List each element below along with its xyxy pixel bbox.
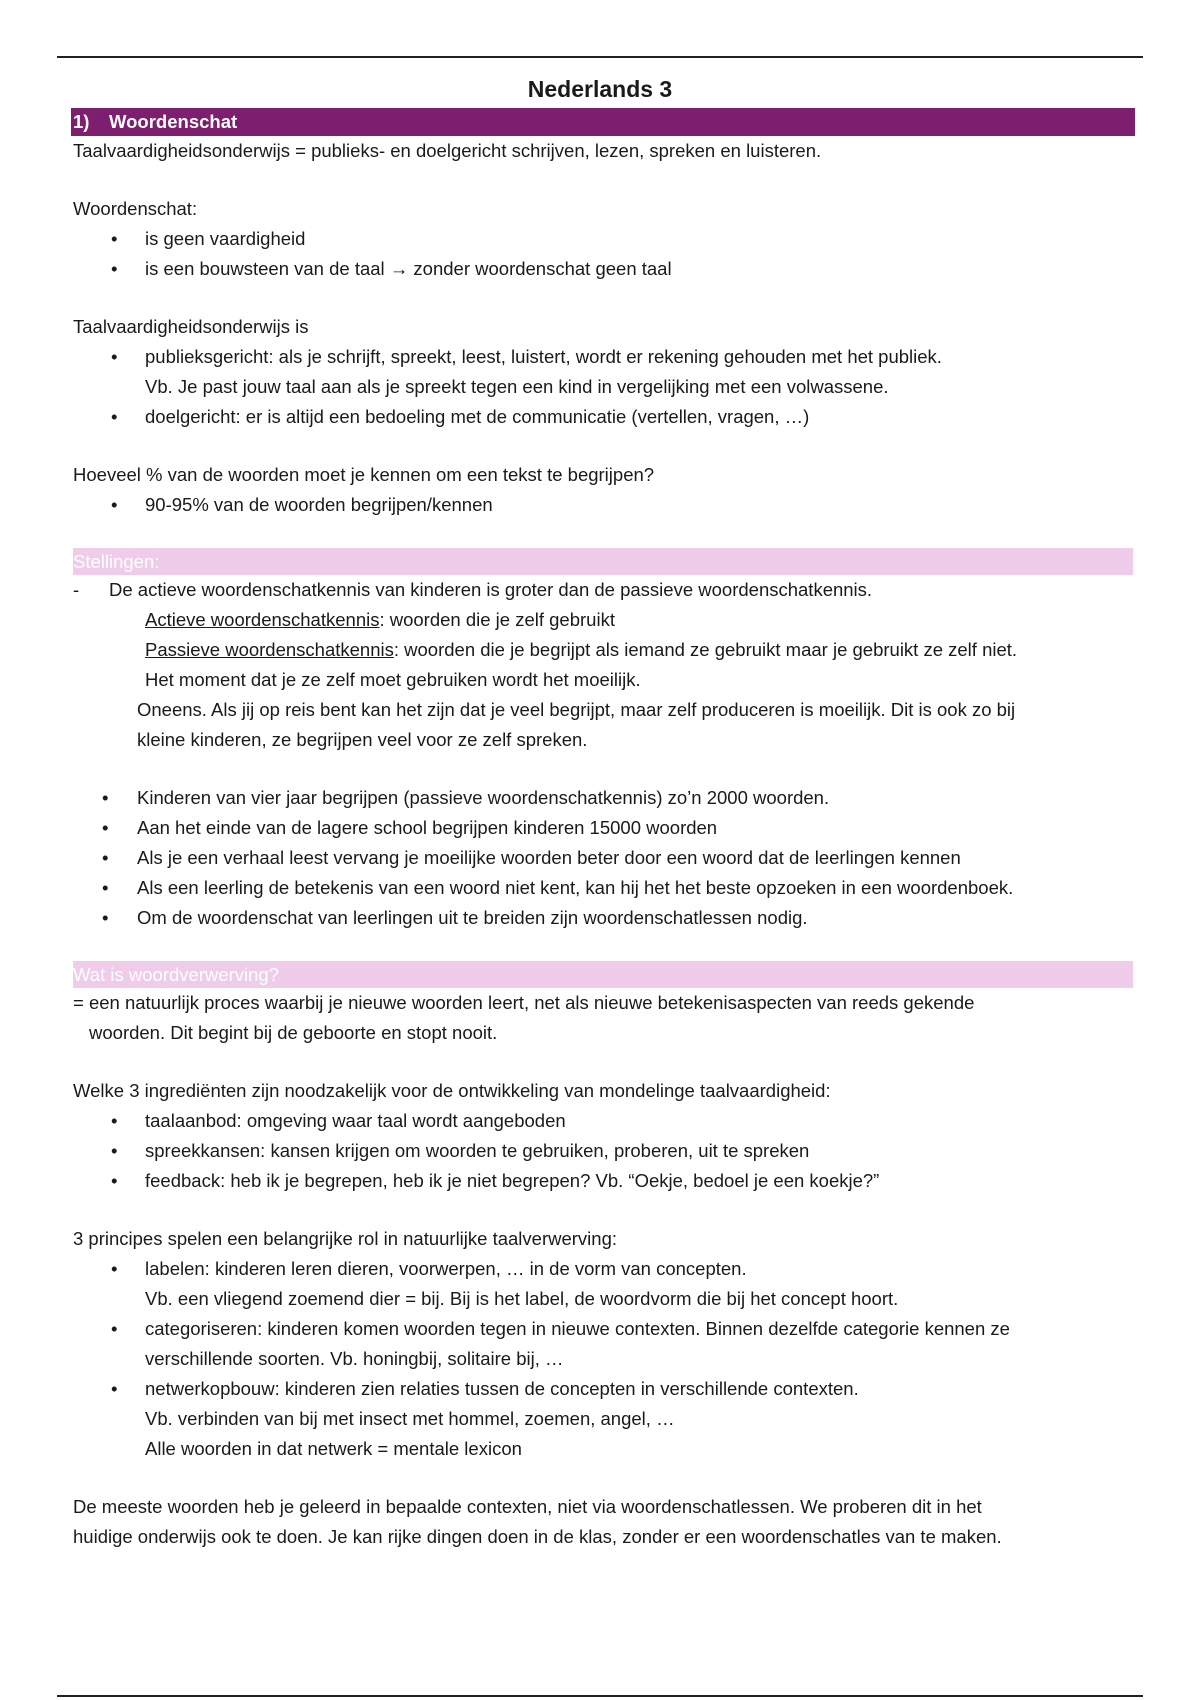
percent-question: Hoeveel % van de woorden moet je kennen om een tekst te begrijpen? <box>73 464 655 485</box>
list-item-continuation: Vb. verbinden van bij met insect met hommel, zoemen, angel, … <box>145 1408 675 1429</box>
tvo-label: Taalvaardigheidsonderwijs is <box>73 316 309 337</box>
definition-passief-more: Het moment dat je ze zelf moet gebruiken wordt het moeilijk. <box>145 669 641 690</box>
closing-text: De meeste woorden heb je geleerd in bepaalde contexten, niet via woordenschatlessen. We proberen dit in het <box>73 1496 982 1517</box>
list-item: • feedback: heb ik je begrepen, heb ik je niet begrepen? Vb. “Oekje, bedoel je een koekje?” <box>111 1170 880 1191</box>
list-item: • spreekkansen: kansen krijgen om woorden te gebruiken, proberen, uit te spreken <box>111 1140 810 1161</box>
list-item: • publieksgericht: als je schrijft, spreekt, leest, luistert, wordt er rekening gehouden met het publiek. <box>111 346 942 367</box>
list-item-continuation: Vb. een vliegend zoemend dier = bij. Bij is het label, de woordvorm die bij het concept hoort. <box>145 1288 899 1309</box>
section-heading-stellingen: Stellingen: <box>73 548 1133 575</box>
list-item-continuation: Vb. Je past jouw taal aan als je spreekt tegen een kind in vergelijking met een volwassene. <box>145 376 889 397</box>
list-item-continuation: Alle woorden in dat netwerk = mentale lexicon <box>145 1438 522 1459</box>
list-item: • Als een leerling de betekenis van een woord niet kent, kan hij het het beste opzoeken in een woordenboek. <box>102 877 1014 898</box>
closing-text: huidige onderwijs ook te doen. Je kan rijke dingen doen in de klas, zonder er een woordenschatles van te maken. <box>73 1526 1002 1547</box>
list-item: • taalaanbod: omgeving waar taal wordt aangeboden <box>111 1110 566 1131</box>
principes-label: 3 principes spelen een belangrijke rol in natuurlijke taalverwerving: <box>73 1228 617 1249</box>
intro-text: Taalvaardigheidsonderwijs = publieks- en doelgericht schrijven, lezen, spreken en luisteren. <box>73 140 822 161</box>
definition-passief: Passieve woordenschatkennis: woorden die je begrijpt als iemand ze gebruikt maar je gebruikt ze zelf niet. <box>145 639 1018 660</box>
document-body <box>73 108 1133 1552</box>
oneens-text: kleine kinderen, ze begrijpen veel voor ze zelf spreken. <box>137 729 588 750</box>
oneens-text: Oneens. Als jij op reis bent kan het zijn dat je veel begrijpt, maar zelf produceren is moeilijk. Dit is ook zo bij <box>137 699 1016 720</box>
verwerving-definition: woorden. Dit begint bij de geboorte en stopt nooit. <box>89 1022 498 1043</box>
page-title: Nederlands 3 <box>527 76 673 102</box>
list-item: • labelen: kinderen leren dieren, voorwerpen, … in de vorm van concepten. <box>111 1258 747 1279</box>
list-item: • Kinderen van vier jaar begrijpen (passieve woordenschatkennis) zo’n 2000 woorden. <box>102 787 830 808</box>
section-heading-woordverwerving: Wat is woordverwerving? <box>73 961 1133 988</box>
list-item: • Om de woordenschat van leerlingen uit te breiden zijn woordenschatlessen nodig. <box>102 907 808 928</box>
list-item: • is een bouwsteen van de taal → zonder woordenschat geen taal <box>111 258 672 279</box>
top-rule <box>57 56 1143 58</box>
list-item: • Als je een verhaal leest vervang je moeilijke woorden beter door een woord dat de leerlingen kennen <box>102 847 961 868</box>
list-item-continuation: verschillende soorten. Vb. honingbij, solitaire bij, … <box>145 1348 564 1369</box>
list-item: • doelgericht: er is altijd een bedoeling met de communicatie (vertellen, vragen, …) <box>111 406 810 427</box>
list-item: • categoriseren: kinderen komen woorden tegen in nieuwe contexten. Binnen dezelfde categorie kennen ze <box>111 1318 1010 1339</box>
list-item: • 90-95% van de woorden begrijpen/kennen <box>111 494 493 515</box>
statement: - De actieve woordenschatkennis van kinderen is groter dan de passieve woordenschatkennis. <box>73 579 873 600</box>
list-item: • netwerkopbouw: kinderen zien relaties tussen de concepten in verschillende contexten. <box>111 1378 859 1399</box>
woordenschat-label: Woordenschat: <box>73 198 198 219</box>
bottom-rule <box>57 1695 1143 1697</box>
definition-actief: Actieve woordenschatkennis: woorden die je zelf gebruikt <box>145 609 615 630</box>
ingredienten-label: Welke 3 ingrediënten zijn noodzakelijk voor de ontwikkeling van mondelinge taalvaardigheid: <box>73 1080 831 1101</box>
verwerving-definition: = een natuurlijk proces waarbij je nieuwe woorden leert, net als nieuwe betekenisaspecten van reeds gekende <box>73 992 975 1013</box>
list-item: • Aan het einde van de lagere school begrijpen kinderen 15000 woorden <box>102 817 718 838</box>
list-item: • is geen vaardigheid <box>111 228 306 249</box>
section-heading-woordenschat: 1) Woordenschat <box>71 108 1135 136</box>
